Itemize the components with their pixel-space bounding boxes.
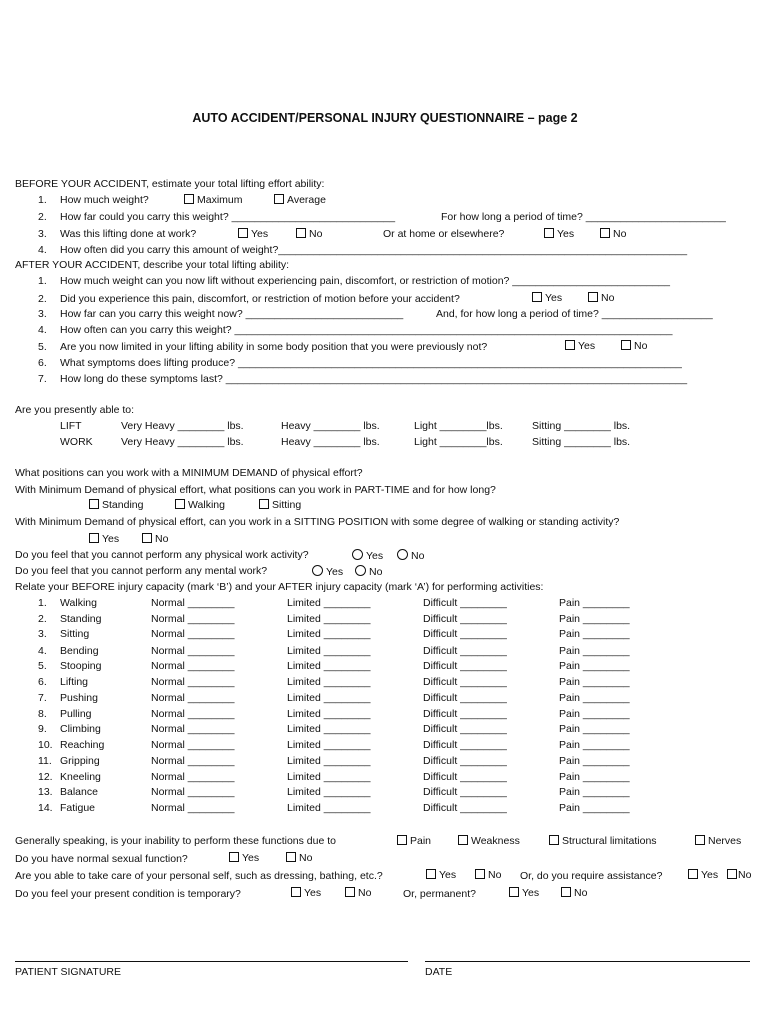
capacity-limited[interactable]: Limited ________ — [287, 802, 371, 814]
present-lift-light[interactable]: Light ________lbs. — [414, 420, 503, 432]
capacity-num: 6. — [38, 676, 47, 688]
checkbox-icon[interactable] — [296, 228, 306, 238]
general-q3-no-option[interactable] — [475, 869, 501, 882]
general-q4: Do you feel your present condition is temporary? — [15, 888, 241, 900]
capacity-limited[interactable]: Limited ________ — [287, 739, 371, 751]
before-q1-average-option[interactable] — [274, 194, 326, 207]
before-q2-text[interactable]: How far could you carry this weight? ____________________________ — [60, 211, 396, 223]
option-label: Yes — [578, 340, 596, 352]
capacity-num: 7. — [38, 692, 47, 704]
option-label: No — [601, 292, 615, 304]
option-label: Yes — [242, 852, 260, 864]
option-label: Yes — [366, 550, 384, 562]
after-q6-text[interactable]: What symptoms does lifting produce? ____________________________________________________________________________ — [60, 357, 682, 369]
before-q1-maximum-option[interactable] — [184, 194, 243, 207]
capacity-activity: Fatigue — [60, 802, 96, 814]
before-q3-num: 3. — [38, 228, 47, 240]
positions-q3: With Minimum Demand of physical effort, can you work in a SITTING POSITION with some degree of walking or standing activity? — [15, 516, 620, 528]
general-q1-weakness-option[interactable] — [458, 835, 520, 848]
capacity-pain[interactable]: Pain ________ — [559, 786, 630, 798]
capacity-num: 3. — [38, 628, 47, 640]
present-lift-sitting[interactable]: Sitting ________ lbs. — [532, 420, 631, 432]
capacity-normal[interactable]: Normal ________ — [151, 628, 235, 640]
present-work-sitting[interactable]: Sitting ________ lbs. — [532, 436, 631, 448]
after-q2-num: 2. — [38, 293, 47, 305]
before-q4-num: 4. — [38, 244, 47, 256]
radio-icon[interactable] — [312, 565, 323, 576]
capacity-num: 10. — [38, 739, 53, 751]
capacity-normal[interactable]: Normal ________ — [151, 771, 235, 783]
capacity-activity: Standing — [60, 613, 102, 625]
before-q3-yes-option[interactable] — [238, 228, 268, 241]
capacity-num: 4. — [38, 645, 47, 657]
date-label: DATE — [425, 966, 453, 978]
capacity-num: 14. — [38, 802, 53, 814]
after-q2-yes-option[interactable] — [532, 292, 562, 305]
capacity-num: 12. — [38, 771, 53, 783]
capacity-difficult[interactable]: Difficult ________ — [423, 739, 507, 751]
general-q2-yes-option[interactable] — [229, 852, 259, 865]
capacity-activity: Walking — [60, 597, 97, 609]
capacity-limited[interactable]: Limited ________ — [287, 771, 371, 783]
after-q1-num: 1. — [38, 275, 47, 287]
capacity-limited[interactable]: Limited ________ — [287, 645, 371, 657]
capacity-pain[interactable]: Pain ________ — [559, 723, 630, 735]
capacity-limited[interactable]: Limited ________ — [287, 692, 371, 704]
positions-q3-yes-option[interactable] — [89, 533, 119, 546]
positions-walking-option[interactable] — [175, 499, 225, 512]
checkbox-icon[interactable] — [238, 228, 248, 238]
capacity-pain[interactable]: Pain ________ — [559, 645, 630, 657]
capacity-difficult[interactable]: Difficult ________ — [423, 723, 507, 735]
checkbox-icon[interactable] — [229, 852, 239, 862]
radio-icon[interactable] — [352, 549, 363, 560]
checkbox-icon[interactable] — [184, 194, 194, 204]
option-label: Yes — [522, 887, 540, 899]
capacity-pain[interactable]: Pain ________ — [559, 708, 630, 720]
checkbox-icon[interactable] — [588, 292, 598, 302]
capacity-normal[interactable]: Normal ________ — [151, 692, 235, 704]
capacity-pain[interactable]: Pain ________ — [559, 660, 630, 672]
after-q7-num: 7. — [38, 373, 47, 385]
capacity-normal[interactable]: Normal ________ — [151, 739, 235, 751]
general-q1: Generally speaking, is your inability to perform these functions due to — [15, 835, 337, 847]
capacity-limited[interactable]: Limited ________ — [287, 660, 371, 672]
checkbox-icon[interactable] — [397, 835, 407, 845]
general-q4-yes2-option[interactable] — [509, 887, 539, 900]
before-header: BEFORE YOUR ACCIDENT, estimate your total lifting effort ability: — [15, 178, 325, 190]
positions-q4-no-option[interactable] — [397, 549, 424, 563]
capacity-activity: Balance — [60, 786, 98, 798]
capacity-activity: Gripping — [60, 755, 100, 767]
option-label: Pain — [410, 835, 432, 847]
before-q3-text: Was this lifting done at work? — [60, 228, 197, 240]
checkbox-icon[interactable] — [175, 499, 185, 509]
after-q3-num: 3. — [38, 308, 47, 320]
capacity-limited[interactable]: Limited ________ — [287, 676, 371, 688]
before-q3-text2: Or at home or elsewhere? — [383, 228, 505, 240]
capacity-limited[interactable]: Limited ________ — [287, 597, 371, 609]
option-label: Yes — [102, 533, 120, 545]
after-q7-text[interactable]: How long do these symptoms last? _______________________________________________________________________________ — [60, 373, 688, 385]
option-label: No — [155, 533, 169, 545]
after-q4-text[interactable]: How often can you carry this weight? ___________________________________________________________________________ — [60, 324, 673, 336]
general-q1-nerves-option[interactable] — [695, 835, 741, 848]
option-label: No — [411, 550, 425, 562]
before-q3-no2-option[interactable] — [600, 228, 626, 241]
present-work-light[interactable]: Light ________lbs. — [414, 436, 503, 448]
after-q5-num: 5. — [38, 341, 47, 353]
capacity-difficult[interactable]: Difficult ________ — [423, 692, 507, 704]
positions-q3-no-option[interactable] — [142, 533, 168, 546]
present-work-very-heavy[interactable]: Very Heavy ________ lbs. — [121, 436, 244, 448]
checkbox-icon[interactable] — [688, 869, 698, 879]
general-q2: Do you have normal sexual function? — [15, 853, 188, 865]
positions-standing-option[interactable] — [89, 499, 143, 512]
checkbox-icon[interactable] — [532, 292, 542, 302]
after-q3-text[interactable]: How far can you carry this weight now? ___________________________ — [60, 308, 404, 320]
capacity-num: 2. — [38, 613, 47, 625]
option-label: No — [574, 887, 588, 899]
capacity-normal[interactable]: Normal ________ — [151, 613, 235, 625]
after-q5-yes-option[interactable] — [565, 340, 595, 353]
after-q1-text[interactable]: How much weight can you now lift without experiencing pain, discomfort, or restriction of motion? ___________________________ — [60, 275, 670, 287]
capacity-normal[interactable]: Normal ________ — [151, 723, 235, 735]
capacity-normal[interactable]: Normal ________ — [151, 676, 235, 688]
capacity-activity: Sitting — [60, 628, 90, 640]
capacity-num: 5. — [38, 660, 47, 672]
checkbox-icon[interactable] — [286, 852, 296, 862]
capacity-pain[interactable]: Pain ________ — [559, 771, 630, 783]
capacity-limited[interactable]: Limited ________ — [287, 613, 371, 625]
after-q2-text: Did you experience this pain, discomfort, or restriction of motion before your accident? — [60, 293, 460, 305]
before-q4-text[interactable]: How often did you carry this amount of weight?______________________________________________________________________ — [60, 244, 688, 256]
present-work-heavy[interactable]: Heavy ________ lbs. — [281, 436, 380, 448]
general-q1-pain-option[interactable] — [397, 835, 431, 848]
checkbox-icon[interactable] — [621, 340, 631, 350]
capacity-pain[interactable]: Pain ________ — [559, 739, 630, 751]
general-q3-no2-option[interactable] — [727, 869, 751, 882]
after-q4-num: 4. — [38, 324, 47, 336]
checkbox-icon[interactable] — [600, 228, 610, 238]
capacity-difficult[interactable]: Difficult ________ — [423, 802, 507, 814]
checkbox-icon[interactable] — [695, 835, 705, 845]
option-label: No — [309, 228, 323, 240]
positions-q5-yes-option[interactable] — [312, 565, 343, 579]
option-label: No — [358, 887, 372, 899]
capacity-normal[interactable]: Normal ________ — [151, 660, 235, 672]
before-q2-num: 2. — [38, 211, 47, 223]
general-q3-yes-option[interactable] — [426, 869, 456, 882]
capacity-difficult[interactable]: Difficult ________ — [423, 613, 507, 625]
positions-q4: Do you feel that you cannot perform any physical work activity? — [15, 549, 309, 561]
checkbox-icon[interactable] — [475, 869, 485, 879]
general-q4-no2-option[interactable] — [561, 887, 587, 900]
capacity-normal[interactable]: Normal ________ — [151, 708, 235, 720]
general-q4-yes-option[interactable] — [291, 887, 321, 900]
option-label: Sitting — [272, 499, 302, 511]
capacity-difficult[interactable]: Difficult ________ — [423, 645, 507, 657]
capacity-num: 8. — [38, 708, 47, 720]
capacity-activity: Reaching — [60, 739, 105, 751]
capacity-difficult[interactable]: Difficult ________ — [423, 786, 507, 798]
option-label: No — [488, 869, 502, 881]
checkbox-icon[interactable] — [89, 499, 99, 509]
capacity-num: 1. — [38, 597, 47, 609]
checkbox-icon[interactable] — [549, 835, 559, 845]
checkbox-icon[interactable] — [291, 887, 301, 897]
after-q3-text2[interactable]: And, for how long a period of time? ___________________ — [436, 308, 713, 320]
checkbox-icon[interactable] — [565, 340, 575, 350]
option-label: Standing — [102, 499, 144, 511]
checkbox-icon[interactable] — [426, 869, 436, 879]
present-header: Are you presently able to: — [15, 404, 135, 416]
capacity-pain[interactable]: Pain ________ — [559, 613, 630, 625]
capacity-pain[interactable]: Pain ________ — [559, 692, 630, 704]
capacity-difficult[interactable]: Difficult ________ — [423, 771, 507, 783]
capacity-activity: Bending — [60, 645, 99, 657]
capacity-num: 11. — [38, 755, 52, 767]
option-label: No — [369, 566, 383, 578]
positions-q4-yes-option[interactable] — [352, 549, 383, 563]
checkbox-icon[interactable] — [259, 499, 269, 509]
before-q1-text: How much weight? — [60, 194, 149, 206]
checkbox-icon[interactable] — [561, 887, 571, 897]
checkbox-icon[interactable] — [274, 194, 284, 204]
option-label: Yes — [326, 566, 344, 578]
present-lift-heavy[interactable]: Heavy ________ lbs. — [281, 420, 380, 432]
general-q4-no-option[interactable] — [345, 887, 371, 900]
capacity-activity: Lifting — [60, 676, 89, 688]
after-q6-num: 6. — [38, 357, 47, 369]
option-label: Structural limitations — [562, 835, 657, 847]
option-label: Yes — [251, 228, 269, 240]
capacity-normal[interactable]: Normal ________ — [151, 597, 235, 609]
capacity-difficult[interactable]: Difficult ________ — [423, 676, 507, 688]
option-label: Yes — [545, 292, 563, 304]
capacity-num: 9. — [38, 723, 47, 735]
capacity-activity: Climbing — [60, 723, 101, 735]
capacity-limited[interactable]: Limited ________ — [287, 708, 371, 720]
option-label: No — [738, 869, 752, 881]
general-q1-structural-option[interactable] — [549, 835, 657, 848]
positions-q1: What positions can you work with a MINIMUM DEMAND of physical effort? — [15, 467, 363, 479]
capacity-activity: Pushing — [60, 692, 98, 704]
capacity-difficult[interactable]: Difficult ________ — [423, 660, 507, 672]
radio-icon[interactable] — [397, 549, 408, 560]
option-label: Maximum — [197, 194, 243, 206]
capacity-normal[interactable]: Normal ________ — [151, 802, 235, 814]
capacity-difficult[interactable]: Difficult ________ — [423, 708, 507, 720]
capacity-pain[interactable]: Pain ________ — [559, 597, 630, 609]
capacity-normal[interactable]: Normal ________ — [151, 755, 235, 767]
general-q3-text2: Or, do you require assistance? — [520, 870, 663, 882]
capacity-pain[interactable]: Pain ________ — [559, 755, 630, 767]
page-title: AUTO ACCIDENT/PERSONAL INJURY QUESTIONNAIRE – page 2 — [192, 111, 578, 125]
radio-icon[interactable] — [355, 565, 366, 576]
after-q5-text: Are you now limited in your lifting ability in some body position that you were previously not? — [60, 341, 488, 353]
option-label: Weakness — [471, 835, 520, 847]
positions-sitting-option[interactable] — [259, 499, 301, 512]
capacity-pain[interactable]: Pain ________ — [559, 802, 630, 814]
present-work-label: WORK — [60, 436, 93, 448]
checkbox-icon[interactable] — [727, 869, 737, 879]
before-q3-yes2-option[interactable] — [544, 228, 574, 241]
general-q2-no-option[interactable] — [286, 852, 312, 865]
capacity-header: Relate your BEFORE injury capacity (mark ‘B’) and your AFTER injury capacity (mark ‘A’) for performing activities: — [15, 581, 544, 593]
checkbox-icon[interactable] — [544, 228, 554, 238]
option-label: Yes — [701, 869, 719, 881]
positions-q2: With Minimum Demand of physical effort, what positions can you work in PART-TIME and for how long? — [15, 484, 496, 496]
positions-q5: Do you feel that you cannot perform any mental work? — [15, 565, 268, 577]
checkbox-icon[interactable] — [142, 533, 152, 543]
present-lift-very-heavy[interactable]: Very Heavy ________ lbs. — [121, 420, 244, 432]
option-label: Walking — [188, 499, 225, 511]
capacity-activity: Kneeling — [60, 771, 101, 783]
signature-line[interactable] — [15, 961, 408, 962]
capacity-normal[interactable]: Normal ________ — [151, 645, 235, 657]
checkbox-icon[interactable] — [345, 887, 355, 897]
capacity-limited[interactable]: Limited ________ — [287, 723, 371, 735]
option-label: No — [634, 340, 648, 352]
signature-label: PATIENT SIGNATURE — [15, 966, 121, 978]
capacity-difficult[interactable]: Difficult ________ — [423, 597, 507, 609]
capacity-activity: Pulling — [60, 708, 92, 720]
option-label: No — [299, 852, 313, 864]
checkbox-icon[interactable] — [89, 533, 99, 543]
option-label: Yes — [304, 887, 322, 899]
general-q3: Are you able to take care of your personal self, such as dressing, bathing, etc.? — [15, 870, 383, 882]
option-label: Yes — [557, 228, 575, 240]
capacity-num: 13. — [38, 786, 53, 798]
capacity-activity: Stooping — [60, 660, 102, 672]
present-lift-label: LIFT — [60, 420, 82, 432]
option-label: Yes — [439, 869, 457, 881]
capacity-pain[interactable]: Pain ________ — [559, 676, 630, 688]
before-q1-num: 1. — [38, 194, 47, 206]
capacity-limited[interactable]: Limited ________ — [287, 786, 371, 798]
capacity-limited[interactable]: Limited ________ — [287, 628, 371, 640]
after-header: AFTER YOUR ACCIDENT, describe your total lifting ability: — [15, 259, 290, 271]
positions-q5-no-option[interactable] — [355, 565, 382, 579]
before-q3-no-option[interactable] — [296, 228, 322, 241]
capacity-limited[interactable]: Limited ________ — [287, 755, 371, 767]
option-label: Nerves — [708, 835, 742, 847]
capacity-difficult[interactable]: Difficult ________ — [423, 755, 507, 767]
option-label: No — [613, 228, 627, 240]
capacity-normal[interactable]: Normal ________ — [151, 786, 235, 798]
general-q4-text2: Or, permanent? — [403, 888, 476, 900]
after-q5-no-option[interactable] — [621, 340, 647, 353]
general-q3-yes2-option[interactable] — [688, 869, 718, 882]
before-q2-text2[interactable]: For how long a period of time? ________________________ — [441, 211, 726, 223]
option-label: Average — [287, 194, 326, 206]
capacity-pain[interactable]: Pain ________ — [559, 628, 630, 640]
date-line[interactable] — [425, 961, 750, 962]
checkbox-icon[interactable] — [509, 887, 519, 897]
checkbox-icon[interactable] — [458, 835, 468, 845]
after-q2-no-option[interactable] — [588, 292, 614, 305]
capacity-difficult[interactable]: Difficult ________ — [423, 628, 507, 640]
